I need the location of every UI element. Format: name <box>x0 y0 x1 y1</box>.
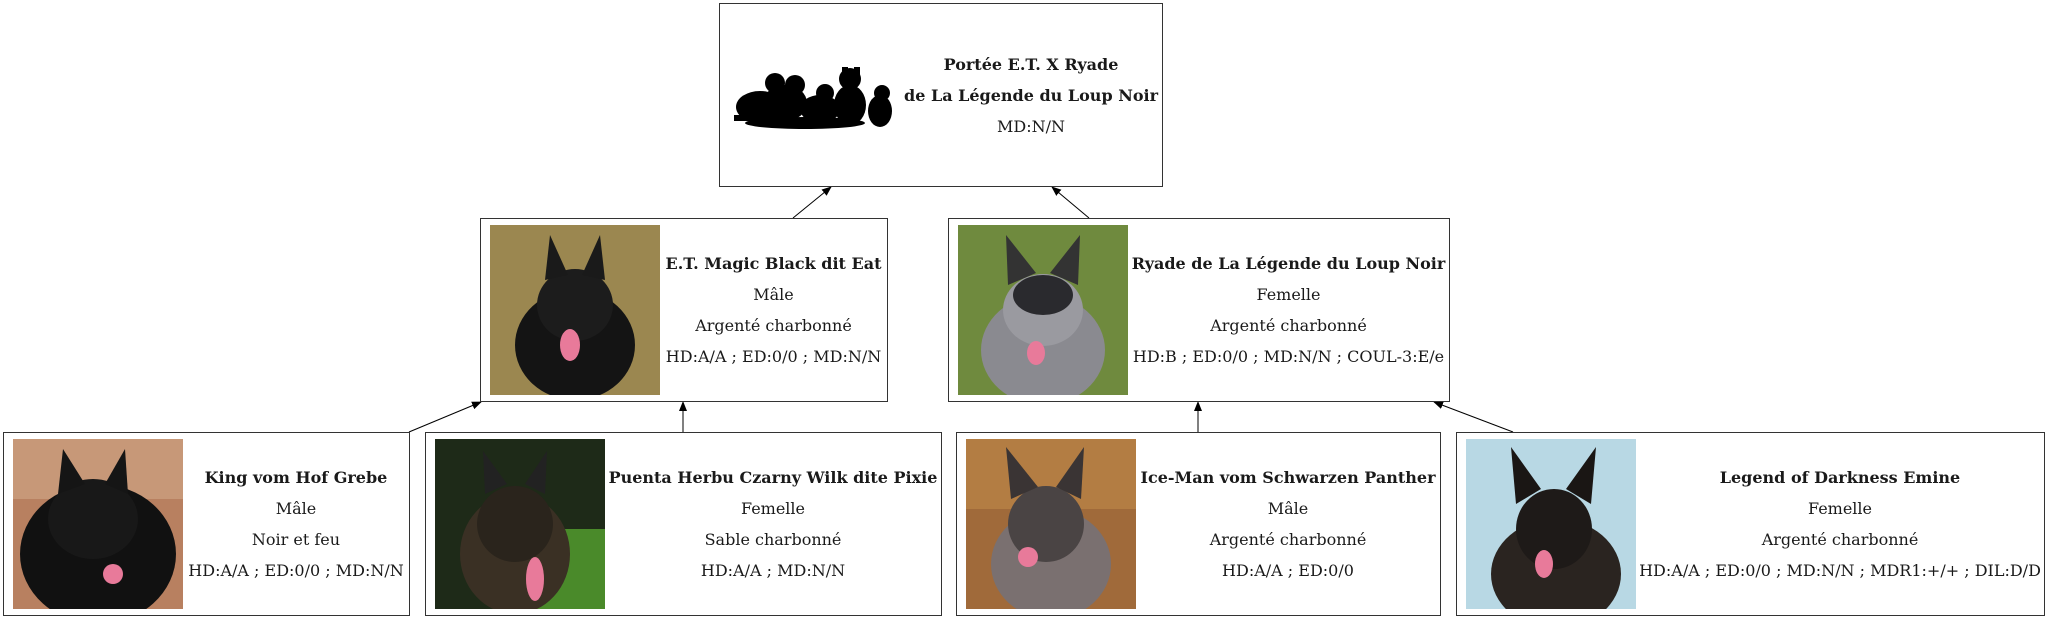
king-sex: Mâle <box>275 499 317 518</box>
dog-photo-sire <box>490 225 660 395</box>
litter-health: MD:N/N <box>997 116 1065 136</box>
pixie-health: HD:A/A ; MD:N/N <box>700 561 846 580</box>
iceman-health: HD:A/A ; ED:0/0 <box>1222 561 1354 580</box>
sire-sex: Mâle <box>753 285 794 304</box>
edge-ryade-to-litter <box>1052 187 1089 218</box>
dog-photo-pixie <box>435 439 605 609</box>
dam-health: HD:B ; ED:0/0 ; MD:N/N ; COUL-3:E/e <box>1132 347 1445 366</box>
emine-sex: Femelle <box>1807 499 1873 518</box>
iceman-sex: Mâle <box>1267 499 1309 518</box>
dam-color: Argenté charbonné <box>1210 316 1367 335</box>
emine-info <box>1636 462 2044 586</box>
king-health: HD:A/A ; ED:0/0 ; MD:N/N <box>188 561 404 580</box>
parent-node-sire <box>480 218 888 402</box>
parent-node-dam <box>948 218 1450 402</box>
grandparent-node-iceman <box>956 432 1441 616</box>
iceman-name: Ice-Man vom Schwarzen Panther <box>1140 468 1436 487</box>
dam-name: Ryade de La Légende du Loup Noir <box>1131 254 1446 273</box>
dog-photo-emine <box>1466 439 1636 609</box>
emine-color: Argenté charbonné <box>1761 530 1919 549</box>
king-color: Noir et feu <box>251 530 341 549</box>
puppies-silhouette-image <box>730 45 900 145</box>
pixie-info <box>605 462 941 586</box>
dog-photo-dam <box>958 225 1128 395</box>
dog-photo-iceman <box>966 439 1136 609</box>
edge-eat-to-litter <box>793 187 831 218</box>
king-name: King vom Hof Grebe <box>204 468 388 487</box>
emine-name: Legend of Darkness Emine <box>1719 468 1961 487</box>
dam-sex: Femelle <box>1256 285 1321 304</box>
sire-name: E.T. Magic Black dit Eat <box>665 254 882 273</box>
grandparent-node-emine <box>1456 432 2045 616</box>
litter-node <box>719 3 1163 187</box>
dog-photo-king <box>13 439 183 609</box>
edge-emine-to-ryade <box>1434 402 1513 432</box>
dam-info <box>1128 248 1449 372</box>
pixie-name: Puenta Herbu Czarny Wilk dite Pixie <box>608 468 938 487</box>
sire-color: Argenté charbonné <box>695 316 852 335</box>
litter-info <box>900 49 1162 142</box>
sire-health: HD:A/A ; ED:0/0 ; MD:N/N <box>665 347 882 366</box>
king-info <box>183 462 409 586</box>
iceman-info <box>1136 462 1440 586</box>
emine-health: HD:A/A ; ED:0/0 ; MD:N/N ; MDR1:+/+ ; DIL:D/D <box>1639 561 2041 580</box>
litter-subtitle: de La Légende du Loup Noir <box>904 85 1158 105</box>
iceman-color: Argenté charbonné <box>1209 530 1367 549</box>
sire-info <box>660 248 887 372</box>
grandparent-node-king <box>3 432 410 616</box>
litter-title: Portée E.T. X Ryade <box>943 54 1119 74</box>
pixie-sex: Femelle <box>740 499 806 518</box>
edge-king-to-eat <box>409 402 481 432</box>
grandparent-node-pixie <box>425 432 942 616</box>
pixie-color: Sable charbonné <box>704 530 842 549</box>
